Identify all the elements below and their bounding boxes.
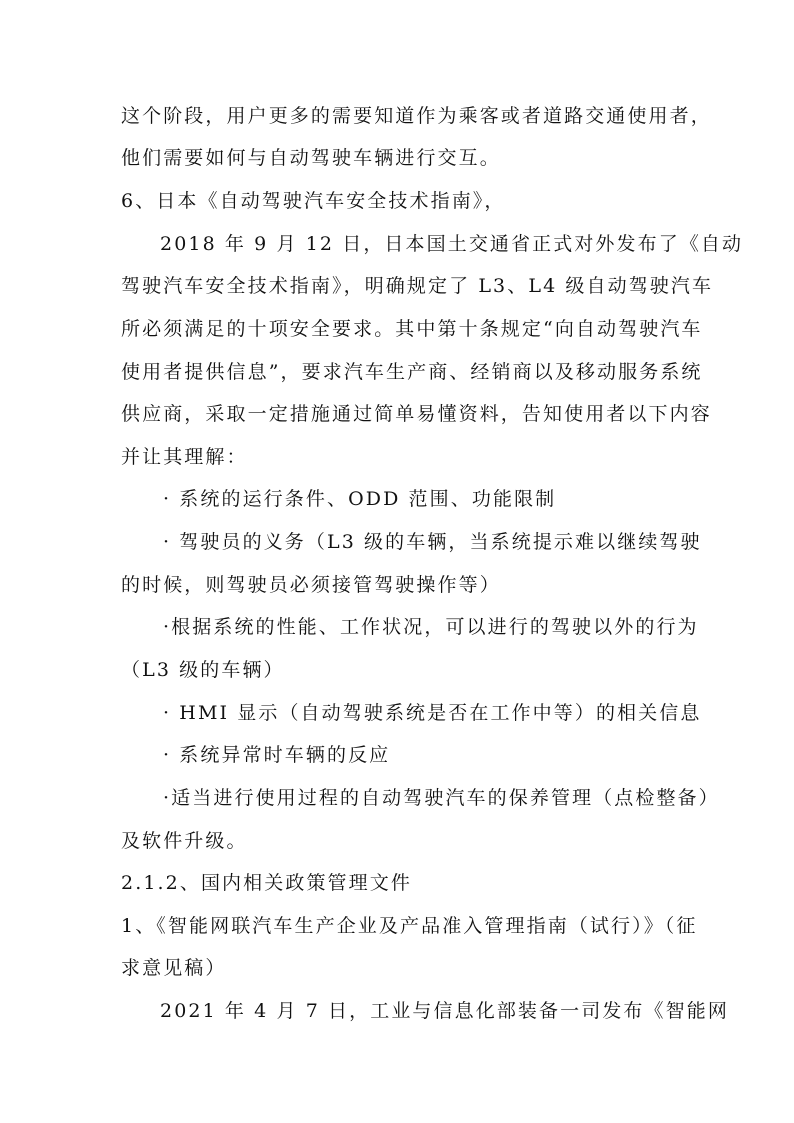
text-line: 及软件升级。 [121,830,248,852]
text-line: 所必须满足的十项安全要求。其中第十条规定“向自动驾驶汽车 [121,318,703,340]
text-line: 的时候，则驾驶员必须接管驾驶操作等） [121,574,501,596]
text-line: （L3 级的车辆） [121,659,285,681]
bullet-item: · 系统的运行条件、ODD 范围、功能限制 [163,488,557,510]
section-heading: 6、日本《自动驾驶汽车安全技术指南》， [121,190,506,212]
text-line: 2018 年 9 月 12 日，日本国土交通省正式对外发布了《自动 [160,233,744,255]
text-line: 使用者提供信息”，要求汽车生产商、经销商以及移动服务系统 [121,361,703,383]
text-line: 并让其理解： [121,446,248,468]
bullet-item: · HMI 显示（自动驾驶系统是否在工作中等）的相关信息 [163,702,702,724]
bullet-item: ·适当进行使用过程的自动驾驶汽车的保养管理（点检整备） [163,787,720,809]
bullet-item: · 系统异常时车辆的反应 [163,744,391,766]
text-line: 驾驶汽车安全技术指南》，明确规定了 L3、L4 级自动驾驶汽车 [121,275,714,297]
text-line: 供应商，采取一定措施通过简单易懂资料，告知使用者以下内容 [121,403,712,425]
text-line: 这个阶段，用户更多的需要知道作为乘客或者道路交通使用者， [121,105,712,127]
text-line: 2021 年 4 月 7 日，工业与信息化部装备一司发布《智能网 [160,1000,729,1022]
section-heading: 2.1.2、国内相关政策管理文件 [121,872,412,894]
bullet-item: ·根据系统的性能、工作状况，可以进行的驾驶以外的行为 [163,616,699,638]
section-heading: 1、《智能网联汽车生产企业及产品准入管理指南（试行）》（征 [121,915,698,937]
bullet-item: · 驾驶员的义务（L3 级的车辆，当系统提示难以继续驾驶 [163,531,702,553]
text-line: 求意见稿） [121,957,227,979]
text-line: 他们需要如何与自动驾驶车辆进行交互。 [121,147,501,169]
